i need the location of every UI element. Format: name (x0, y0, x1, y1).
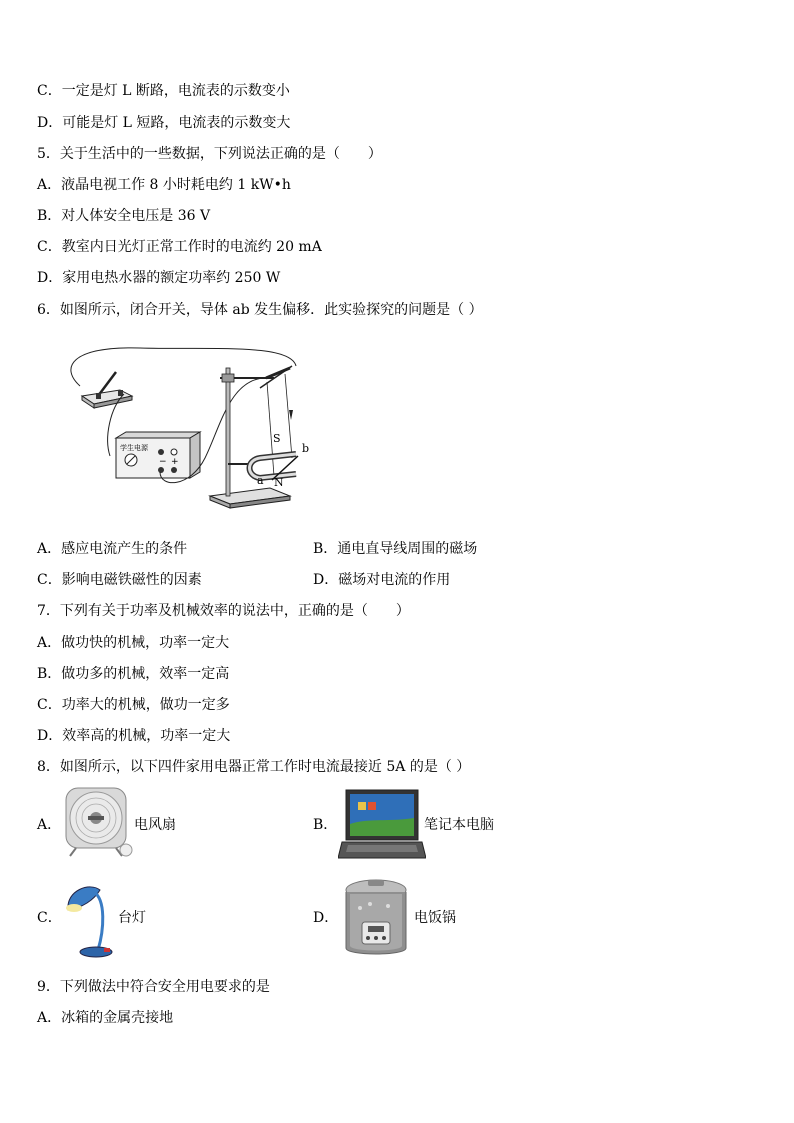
arrow-marker (289, 410, 293, 420)
s-pole-label: S (273, 432, 281, 445)
q5-option-b: B．对人体安全电压是 36 V (37, 208, 211, 224)
power-supply (116, 432, 200, 478)
minus-sign: − (159, 457, 167, 467)
q8-stem: 8．如图所示，以下四件家用电器正常工作时电流最接近 5A 的是（ ） (37, 759, 471, 775)
q6-option-d: D．磁场对电流的作用 (313, 572, 451, 588)
q6-apparatus-figure (60, 338, 320, 516)
q5-stem: 5．关于生活中的一些数据，下列说法正确的是（ ） (37, 146, 382, 162)
q8-option-c-letter: C． (37, 910, 62, 926)
q6-option-b: B．通电直导线周围的磁场 (313, 541, 478, 557)
electric-fan-image (60, 786, 134, 858)
q7-option-a: A．做功快的机械，功率一定大 (37, 635, 230, 651)
rice-cooker-image (340, 878, 412, 960)
q7-stem: 7．下列有关于功率及机械效率的说法中，正确的是（ ） (37, 603, 410, 619)
laptop-image (338, 788, 426, 862)
b-label: b (302, 442, 310, 455)
q8-option-d-letter: D． (313, 910, 339, 926)
power-supply-label: 学生电源 (120, 444, 148, 452)
q8-option-a-letter: A． (37, 817, 62, 833)
q6-option-c: C．影响电磁铁磁性的因素 (37, 572, 202, 588)
wire-top (71, 348, 296, 386)
q8-option-b-name: 笔记本电脑 (424, 817, 494, 833)
q8-option-a-name: 电风扇 (134, 817, 176, 833)
q4-option-d: D．可能是灯 L 短路，电流表的示数变大 (37, 115, 291, 131)
n-pole-label: N (274, 476, 284, 489)
knife-switch (82, 372, 132, 408)
q8-option-d-name: 电饭锅 (414, 910, 456, 926)
q9-stem: 9．下列做法中符合安全用电要求的是 (37, 979, 270, 995)
q7-option-c: C．功率大的机械，做功一定多 (37, 697, 230, 713)
q4-option-c: C．一定是灯 L 断路，电流表的示数变小 (37, 83, 290, 99)
q7-option-b: B．做功多的机械，效率一定高 (37, 666, 230, 682)
q8-option-c-name: 台灯 (118, 910, 146, 926)
a-label: a (257, 474, 264, 487)
q9-option-a: A．冰箱的金属壳接地 (37, 1010, 174, 1026)
q6-option-a: A．感应电流产生的条件 (37, 541, 188, 557)
q7-option-d: D．效率高的机械，功率一定大 (37, 728, 231, 744)
q5-option-c: C．教室内日光灯正常工作时的电流约 20 mA (37, 239, 322, 255)
q5-option-d: D．家用电热水器的额定功率约 250 W (37, 270, 281, 286)
q6-stem: 6．如图所示，闭合开关，导体 ab 发生偏移．此实验探究的问题是（ ） (37, 302, 483, 318)
q5-option-a: A．液晶电视工作 8 小时耗电约 1 kW•h (37, 177, 291, 193)
desk-lamp-image (60, 880, 116, 960)
suspension-wire-left (267, 382, 274, 476)
q8-option-b-letter: B． (313, 817, 338, 833)
plus-sign: + (171, 457, 179, 467)
